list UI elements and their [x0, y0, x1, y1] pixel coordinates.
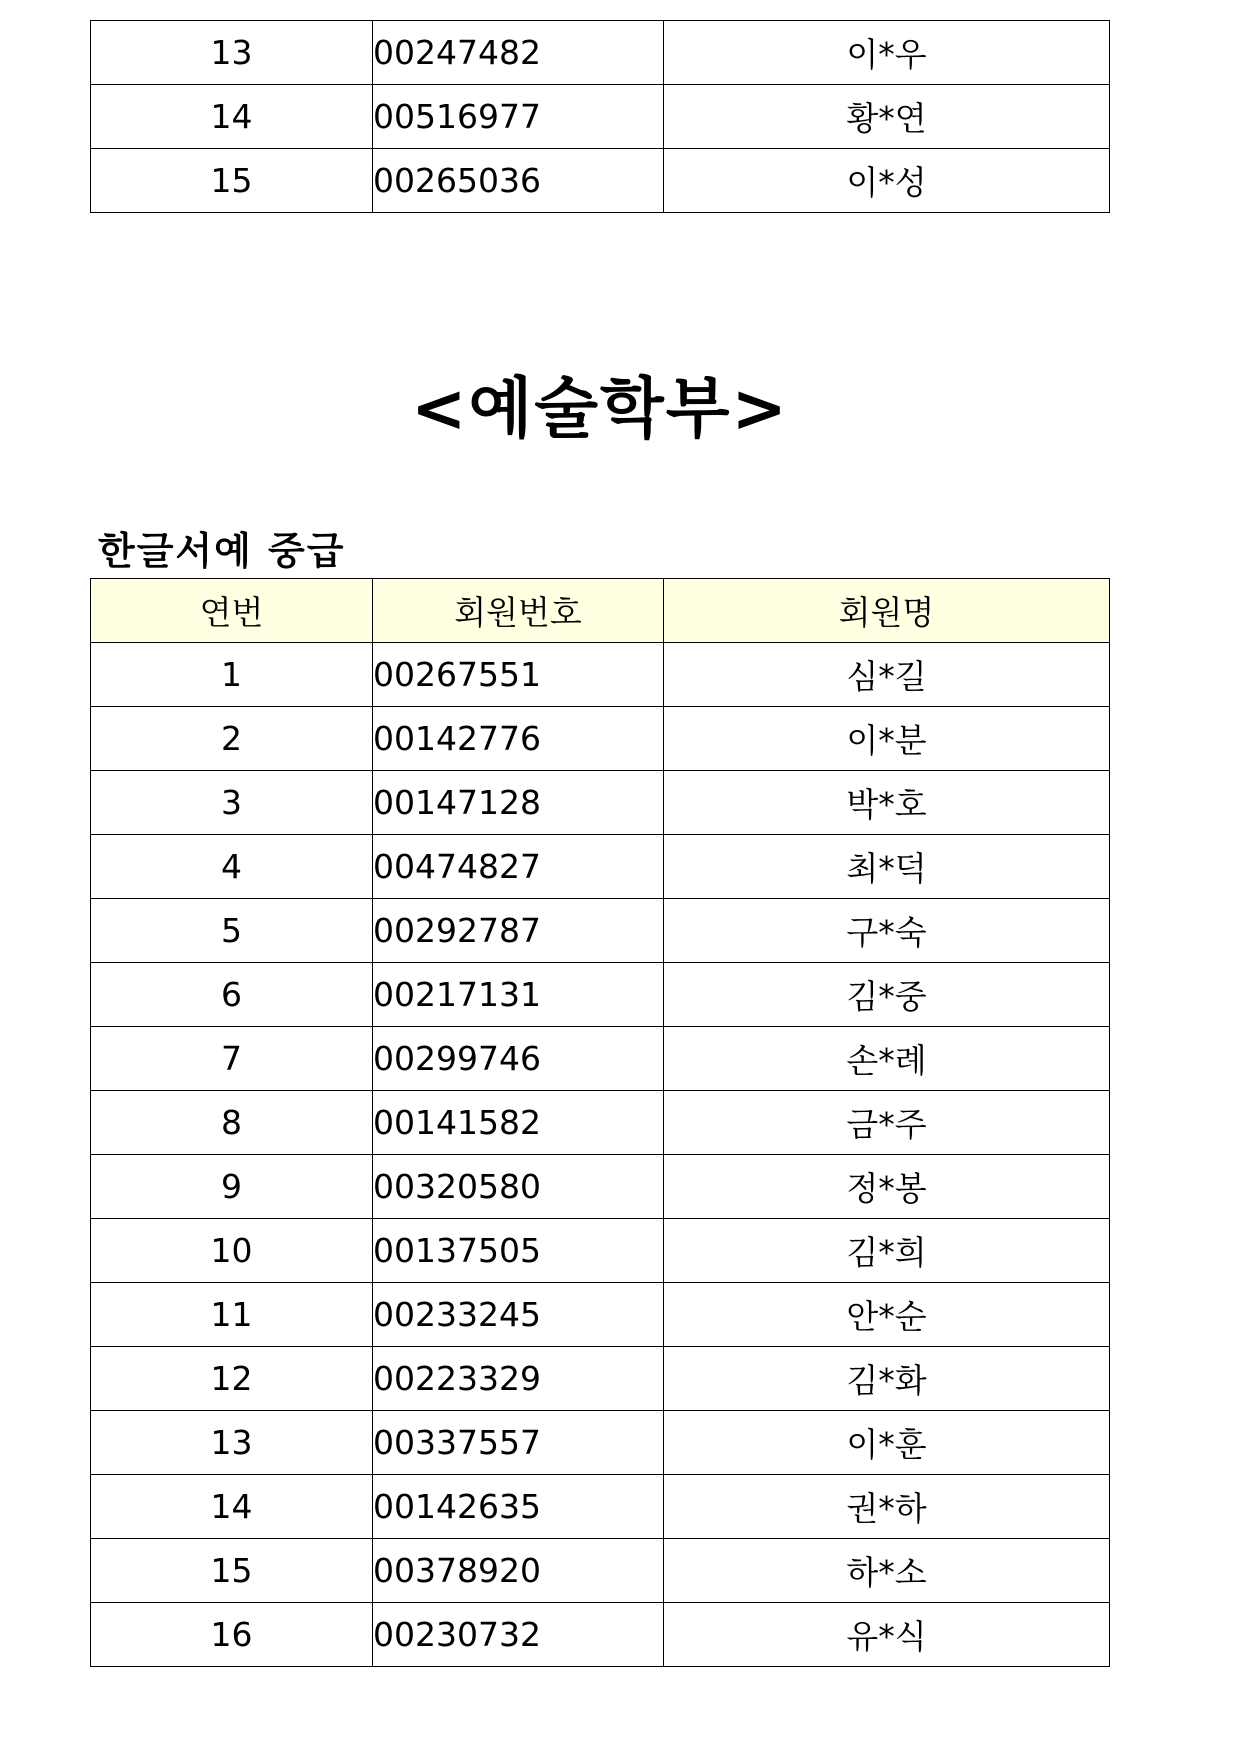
serial-number-cell: 11 — [91, 1283, 373, 1347]
header-member-id: 회원번호 — [373, 579, 664, 643]
member-table-header — [91, 579, 1110, 643]
member-id-cell: 00217131 — [373, 963, 664, 1027]
member-name-cell: 하*소 — [664, 1539, 1110, 1603]
serial-number-cell: 2 — [91, 707, 373, 771]
serial-number-cell: 1 — [91, 643, 373, 707]
serial-number-cell: 13 — [91, 1411, 373, 1475]
previous-section-table-body — [91, 21, 1110, 213]
member-name-cell: 유*식 — [664, 1603, 1110, 1667]
table-row — [91, 1027, 1110, 1091]
member-name-cell: 심*길 — [664, 643, 1110, 707]
member-name-cell: 김*희 — [664, 1219, 1110, 1283]
member-name-cell: 황*연 — [664, 85, 1110, 149]
member-name-cell: 이*우 — [664, 21, 1110, 85]
member-table-body — [91, 643, 1110, 1667]
member-id-cell: 00299746 — [373, 1027, 664, 1091]
serial-number-cell: 7 — [91, 1027, 373, 1091]
table-row — [91, 1155, 1110, 1219]
serial-number-cell: 10 — [91, 1219, 373, 1283]
member-name-cell: 손*례 — [664, 1027, 1110, 1091]
table-row — [91, 771, 1110, 835]
member-name-cell: 박*호 — [664, 771, 1110, 835]
member-id-cell: 00233245 — [373, 1283, 664, 1347]
table-row — [91, 149, 1110, 213]
serial-number-cell: 14 — [91, 1475, 373, 1539]
member-name-cell: 최*덕 — [664, 835, 1110, 899]
member-id-cell: 00378920 — [373, 1539, 664, 1603]
serial-number-cell: 3 — [91, 771, 373, 835]
member-id-cell: 00292787 — [373, 899, 664, 963]
member-id-cell: 00247482 — [373, 21, 664, 85]
member-id-cell: 00265036 — [373, 149, 664, 213]
member-name-cell: 이*훈 — [664, 1411, 1110, 1475]
table-row — [91, 21, 1110, 85]
table-row — [91, 1091, 1110, 1155]
table-row — [91, 1411, 1110, 1475]
serial-number-cell: 14 — [91, 85, 373, 149]
serial-number-cell: 15 — [91, 149, 373, 213]
department-title: <예술학부> — [411, 370, 789, 447]
serial-number-cell: 6 — [91, 963, 373, 1027]
member-id-cell: 00267551 — [373, 643, 664, 707]
member-name-cell: 김*중 — [664, 963, 1110, 1027]
table-row — [91, 1539, 1110, 1603]
section-title: 한글서예 중급 — [98, 529, 346, 573]
member-id-cell: 00474827 — [373, 835, 664, 899]
member-name-cell: 김*화 — [664, 1347, 1110, 1411]
header-row — [91, 579, 1110, 643]
member-id-cell: 00230732 — [373, 1603, 664, 1667]
member-id-cell: 00320580 — [373, 1155, 664, 1219]
member-id-cell: 00147128 — [373, 771, 664, 835]
member-id-cell: 00142635 — [373, 1475, 664, 1539]
serial-number-cell: 12 — [91, 1347, 373, 1411]
member-name-cell: 권*하 — [664, 1475, 1110, 1539]
member-name-cell: 이*분 — [664, 707, 1110, 771]
member-name-cell: 구*숙 — [664, 899, 1110, 963]
table-row — [91, 899, 1110, 963]
member-id-cell: 00141582 — [373, 1091, 664, 1155]
member-name-cell: 정*봉 — [664, 1155, 1110, 1219]
member-id-cell: 00516977 — [373, 85, 664, 149]
table-row — [91, 1475, 1110, 1539]
serial-number-cell: 8 — [91, 1091, 373, 1155]
table-row — [91, 963, 1110, 1027]
serial-number-cell: 4 — [91, 835, 373, 899]
serial-number-cell: 5 — [91, 899, 373, 963]
table-row — [91, 643, 1110, 707]
table-row — [91, 1219, 1110, 1283]
serial-number-cell: 15 — [91, 1539, 373, 1603]
table-row — [91, 85, 1110, 149]
member-id-cell: 00142776 — [373, 707, 664, 771]
previous-section-table — [90, 20, 1110, 213]
table-row — [91, 835, 1110, 899]
member-name-cell: 금*주 — [664, 1091, 1110, 1155]
member-id-cell: 00337557 — [373, 1411, 664, 1475]
header-member-name: 회원명 — [664, 579, 1110, 643]
member-name-cell: 안*순 — [664, 1283, 1110, 1347]
serial-number-cell: 16 — [91, 1603, 373, 1667]
table-row — [91, 1603, 1110, 1667]
header-serial-number: 연번 — [91, 579, 373, 643]
serial-number-cell: 13 — [91, 21, 373, 85]
member-id-cell: 00137505 — [373, 1219, 664, 1283]
member-table — [90, 578, 1110, 1667]
table-row — [91, 707, 1110, 771]
serial-number-cell: 9 — [91, 1155, 373, 1219]
table-row — [91, 1347, 1110, 1411]
member-name-cell: 이*성 — [664, 149, 1110, 213]
member-id-cell: 00223329 — [373, 1347, 664, 1411]
table-row — [91, 1283, 1110, 1347]
